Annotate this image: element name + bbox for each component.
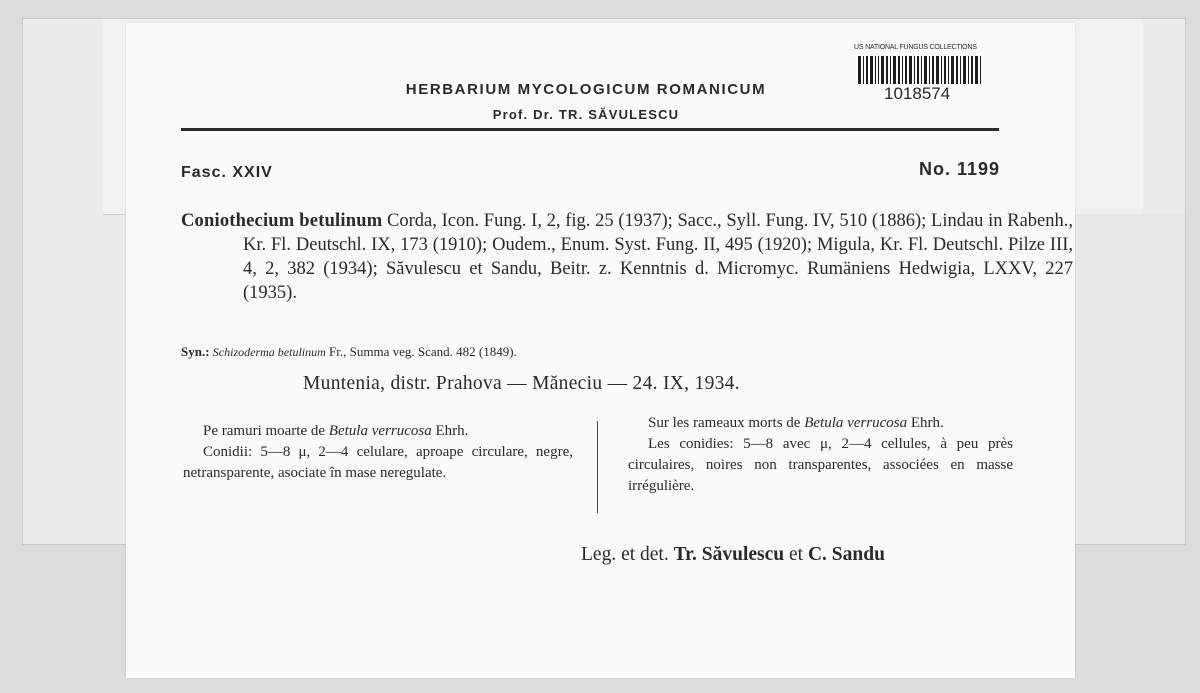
romanian-description bbox=[183, 421, 573, 484]
column-divider bbox=[597, 421, 598, 513]
french-description bbox=[628, 413, 1013, 497]
header-rule bbox=[181, 128, 999, 131]
synonym-line bbox=[181, 344, 517, 360]
collector-1: Tr. Săvulescu bbox=[673, 544, 785, 565]
french-host: Sur les rameaux morts de Betula verrucosa Ehrh. bbox=[648, 415, 944, 431]
herbarium-subtitle: Prof. Dr. TR. SĂVULESCU bbox=[492, 107, 680, 122]
collectors-conj: et bbox=[789, 544, 804, 565]
barcode-heading: US NATIONAL FUNGUS COLLECTIONS bbox=[854, 44, 977, 51]
collectors-line bbox=[581, 544, 885, 566]
fascicle-label: Fasc. XXIV bbox=[181, 164, 273, 181]
barcode-graphic bbox=[858, 56, 992, 84]
collectors-prefix: Leg. et det. bbox=[581, 544, 669, 565]
synonym-name: Schizoderma betulinum bbox=[212, 345, 326, 359]
barcode-number: 1018574 bbox=[884, 84, 951, 103]
herbarium-label bbox=[126, 23, 1075, 678]
citation-text: Corda, Icon. Fung. I, 2, fig. 25 (1937); Sacc., Syll. Fung. IV, 510 (1886); Lindau in Rabenh., Kr. Fl. Deutschl. IX, 173 (1910); Oudem., Enum. Syst. Fung. II, 495 (1920); Migula, Kr. Fl. Deutschl. Pilze III, 4, 2, 382 (1934); Săvulescu et Sandu, Beitr. z. Kenntnis d. Micromyc. Rumäniens Hedwigia, LXXV, 227 (1935). bbox=[243, 211, 1073, 303]
specimen-number: No. 1199 bbox=[918, 159, 1000, 179]
romanian-conidia: Conidii: 5—8 μ, 2—4 celulare, aproape circulare, negre, netransparente, asociate în mase neregulate. bbox=[183, 444, 573, 481]
herbarium-title: HERBARIUM MYCOLOGICUM ROMANICUM bbox=[405, 81, 767, 98]
species-name: Coniothecium betulinum bbox=[181, 211, 383, 231]
romanian-host: Pe ramuri moarte de Betula verrucosa Ehrh. bbox=[203, 423, 469, 439]
species-citation bbox=[181, 209, 1073, 305]
locality-line: Muntenia, distr. Prahova — Măneciu — 24. IX, 1934. bbox=[303, 373, 740, 394]
french-conidia: Les conidies: 5—8 avec μ, 2—4 cellules, à peu près circulaires, noires non transparentes, associées en masse irrégulière. bbox=[628, 436, 1013, 494]
collector-2: C. Sandu bbox=[807, 544, 885, 565]
envelope-side bbox=[1064, 214, 1185, 544]
synonym-label: Syn.: bbox=[181, 344, 210, 359]
synonym-text: Fr., Summa veg. Scand. 482 (1849). bbox=[329, 344, 517, 359]
